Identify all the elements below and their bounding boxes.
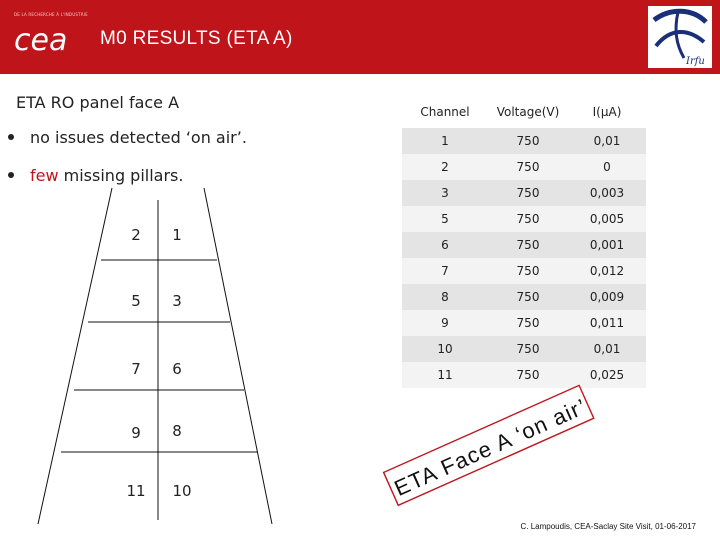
table-cell: 0,01 — [568, 128, 646, 154]
table-cell: 0,001 — [568, 232, 646, 258]
table-cell: 0,025 — [568, 362, 646, 388]
table-cell: 750 — [488, 310, 568, 336]
bullet-dot-icon — [8, 172, 14, 178]
column-header-current: I(µA) — [568, 96, 646, 128]
bullet-item — [8, 128, 247, 147]
panel-cell-left: 2 — [131, 226, 141, 244]
table-cell: 3 — [402, 180, 488, 206]
panel-cell-right: 3 — [172, 292, 182, 310]
column-header-channel: Channel — [402, 96, 488, 128]
table-cell: 750 — [488, 128, 568, 154]
bullet-text: missing pillars. — [58, 166, 184, 185]
bullet-dot-icon — [8, 134, 14, 140]
table-cell: 0,012 — [568, 258, 646, 284]
table-row — [402, 336, 646, 362]
table-row — [402, 310, 646, 336]
irfu-logo-text: Irfu — [686, 56, 705, 67]
table-cell: 8 — [402, 284, 488, 310]
table-cell: 0,009 — [568, 284, 646, 310]
table-cell: 1 — [402, 128, 488, 154]
slide-title: M0 RESULTS (ETA A) — [100, 28, 293, 49]
table-row — [402, 232, 646, 258]
panel-cell-left: 11 — [126, 482, 146, 500]
bullet-text: no issues detected ‘on air’. — [30, 128, 247, 147]
table-cell: 0,003 — [568, 180, 646, 206]
table-row — [402, 154, 646, 180]
panel-outline-left — [38, 188, 112, 524]
table-row — [402, 128, 646, 154]
panel-cell-left: 7 — [131, 360, 141, 378]
table-cell: 750 — [488, 258, 568, 284]
panel-outline-right — [204, 188, 272, 524]
table-row — [402, 258, 646, 284]
column-header-voltage: Voltage(V) — [488, 96, 568, 128]
logo-text: cea — [14, 23, 68, 54]
panel-cell-right: 6 — [172, 360, 182, 378]
content-subtitle: ETA RO panel face A — [16, 93, 180, 112]
table-cell: 750 — [488, 154, 568, 180]
cea-logo-mark — [14, 10, 94, 54]
panel-cell-left: 5 — [131, 292, 141, 310]
table-cell: 2 — [402, 154, 488, 180]
panel-cell-right: 8 — [172, 422, 182, 440]
table-row — [402, 362, 646, 388]
panel-cell-right: 1 — [172, 226, 182, 244]
table-cell: 750 — [488, 336, 568, 362]
channel-table — [402, 96, 646, 388]
table-cell: 750 — [488, 232, 568, 258]
irfu-logo — [648, 6, 712, 68]
logo-tagline: DE LA RECHERCHE À L'INDUSTRIE — [14, 12, 88, 17]
table-cell: 750 — [488, 206, 568, 232]
panel-cell-right: 10 — [172, 482, 192, 500]
rotated-label-frame — [384, 385, 594, 505]
table-cell: 0,005 — [568, 206, 646, 232]
table-cell: 6 — [402, 232, 488, 258]
table-cell: 10 — [402, 336, 488, 362]
table-cell: 750 — [488, 284, 568, 310]
irfu-logo-mark — [648, 6, 712, 68]
rotated-label: ETA Face A ‘on air’ — [390, 393, 591, 501]
table-cell: 750 — [488, 180, 568, 206]
table-row — [402, 206, 646, 232]
table-cell: 0 — [568, 154, 646, 180]
cea-logo — [14, 10, 94, 54]
table-row — [402, 180, 646, 206]
table-cell: 0,01 — [568, 336, 646, 362]
table-cell: 11 — [402, 362, 488, 388]
table-cell: 9 — [402, 310, 488, 336]
table-cell: 750 — [488, 362, 568, 388]
bullet-item — [8, 166, 183, 185]
bullet-highlight: few — [30, 166, 59, 185]
panel-cell-left: 9 — [131, 424, 141, 442]
header-bar — [0, 0, 720, 74]
table-cell: 7 — [402, 258, 488, 284]
table-header-row — [402, 96, 646, 128]
footer-credit: C. Lampoudis, CEA-Saclay Site Visit, 01-06-2017 — [520, 522, 696, 531]
table-row — [402, 284, 646, 310]
table-cell: 0,011 — [568, 310, 646, 336]
table-cell: 5 — [402, 206, 488, 232]
